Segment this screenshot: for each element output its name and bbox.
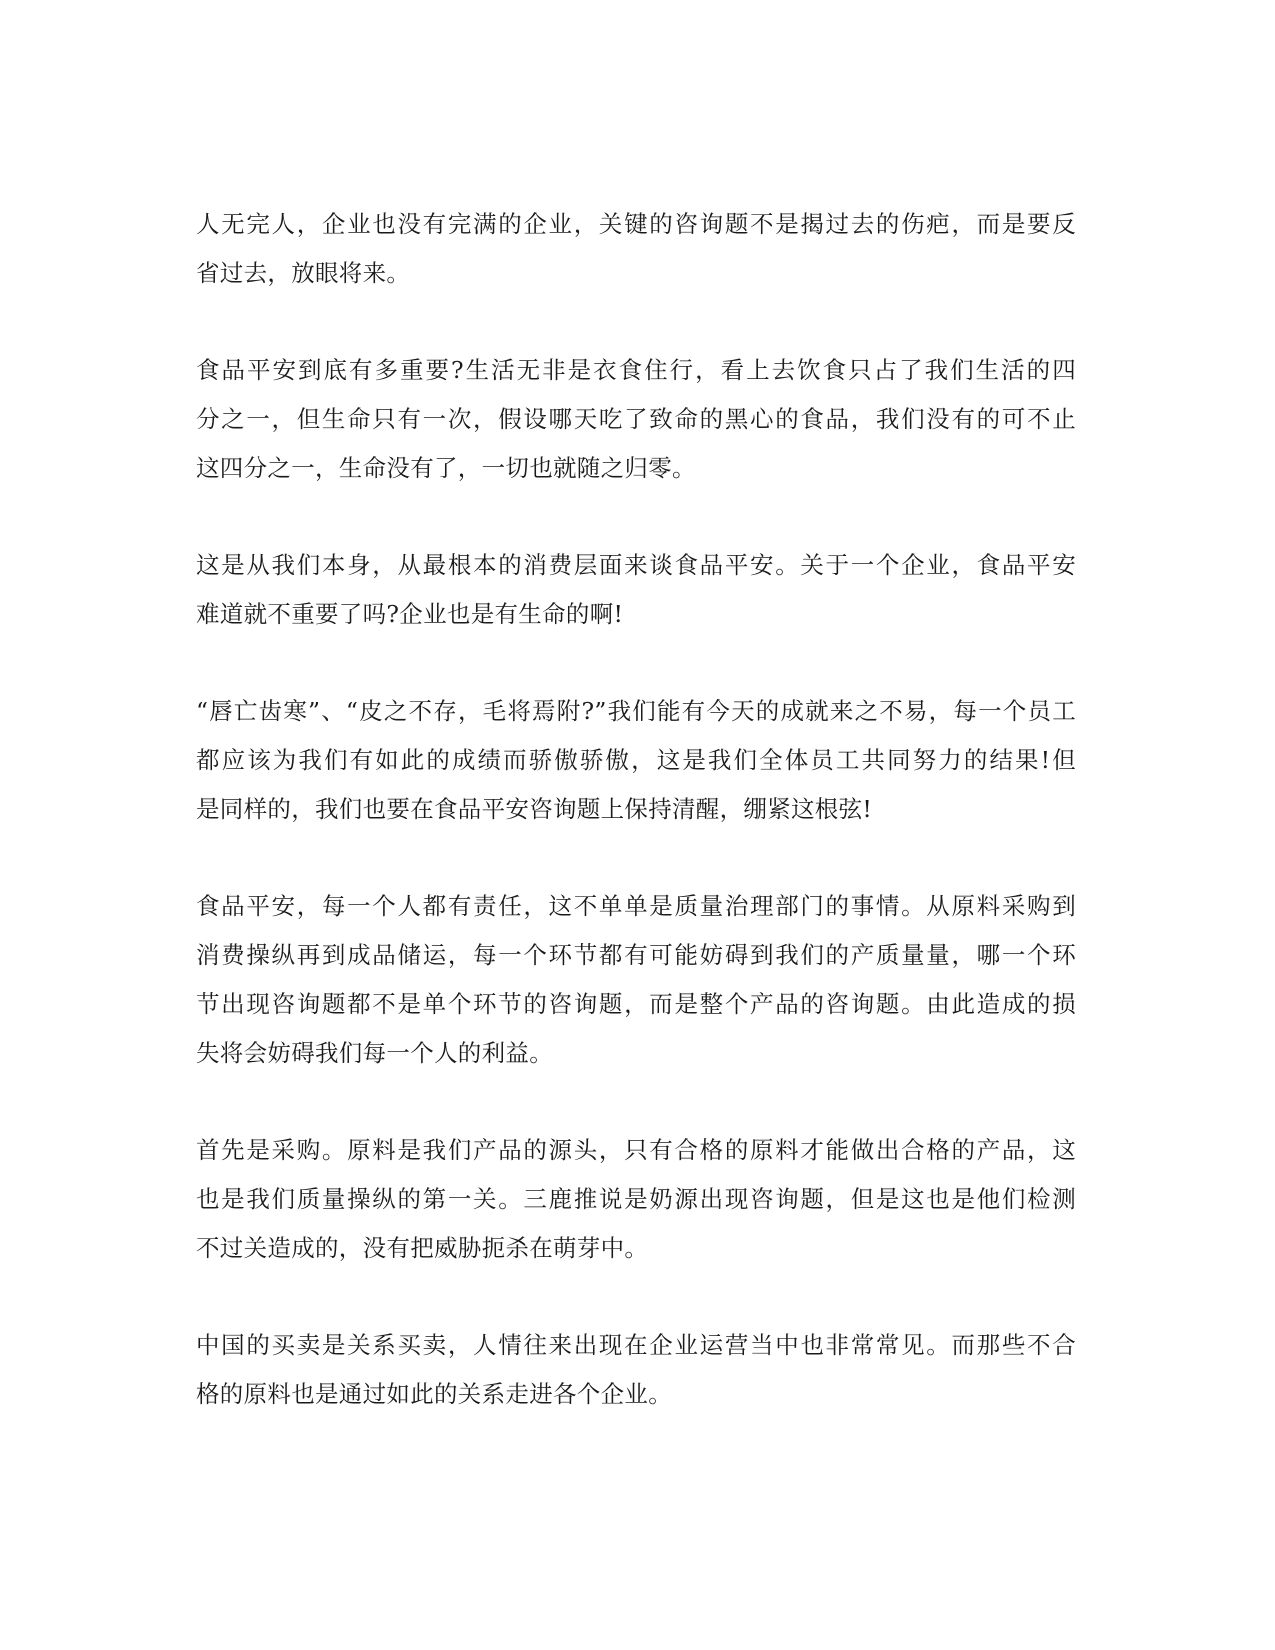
paragraph-4 xyxy=(196,687,1076,834)
text-line: 失将会妨碍我们每一个人的利益。 xyxy=(196,1039,553,1067)
text-line: 食品平安到底有多重要?生活无非是衣食住行，看上去饮食只占了我们生活的四 xyxy=(196,356,1076,384)
text-line: 人无完人，企业也没有完满的企业，关键的咨询题不是揭过去的伤疤，而是要反 xyxy=(196,210,1076,238)
text-line: 食品平安，每一个人都有责任，这不单单是质量治理部门的事情。从原料采购到 xyxy=(196,892,1076,920)
text-line: 都应该为我们有如此的成绩而骄傲骄傲，这是我们全体员工共同努力的结果!但 xyxy=(196,746,1076,774)
text-line: 分之一，但生命只有一次，假设哪天吃了致命的黑心的食品，我们没有的可不止 xyxy=(196,405,1076,433)
text-line: 格的原料也是通过如此的关系走进各个企业。 xyxy=(196,1380,672,1408)
text-line: 消费操纵再到成品储运，每一个环节都有可能妨碍到我们的产质量量，哪一个环 xyxy=(196,941,1076,969)
paragraph-3 xyxy=(196,541,1076,639)
text-line: 不过关造成的，没有把威胁扼杀在萌芽中。 xyxy=(196,1234,649,1262)
text-line: 中国的买卖是关系买卖，人情往来出现在企业运营当中也非常常见。而那些不合 xyxy=(196,1331,1076,1359)
paragraph-2 xyxy=(196,346,1076,493)
text-line: 这是从我们本身，从最根本的消费层面来谈食品平安。关于一个企业，食品平安 xyxy=(196,551,1076,579)
paragraph-5 xyxy=(196,882,1076,1078)
paragraph-7 xyxy=(196,1321,1076,1419)
text-line: 难道就不重要了吗?企业也是有生命的啊! xyxy=(196,600,624,628)
paragraph-1 xyxy=(196,200,1076,298)
text-line: 首先是采购。原料是我们产品的源头，只有合格的原料才能做出合格的产品，这 xyxy=(196,1136,1076,1164)
document-body xyxy=(196,200,1076,1467)
text-line: “唇亡齿寒”、“皮之不存，毛将焉附?”我们能有今天的成就来之不易，每一个员工 xyxy=(196,697,1076,725)
paragraph-6 xyxy=(196,1126,1076,1273)
text-line: 节出现咨询题都不是单个环节的咨询题，而是整个产品的咨询题。由此造成的损 xyxy=(196,990,1076,1018)
text-line: 省过去，放眼将来。 xyxy=(196,259,411,287)
text-line: 这四分之一，生命没有了，一切也就随之归零。 xyxy=(196,454,696,482)
text-line: 也是我们质量操纵的第一关。三鹿推说是奶源出现咨询题，但是这也是他们检测 xyxy=(196,1185,1076,1213)
text-line: 是同样的，我们也要在食品平安咨询题上保持清醒，绷紧这根弦! xyxy=(196,795,873,823)
